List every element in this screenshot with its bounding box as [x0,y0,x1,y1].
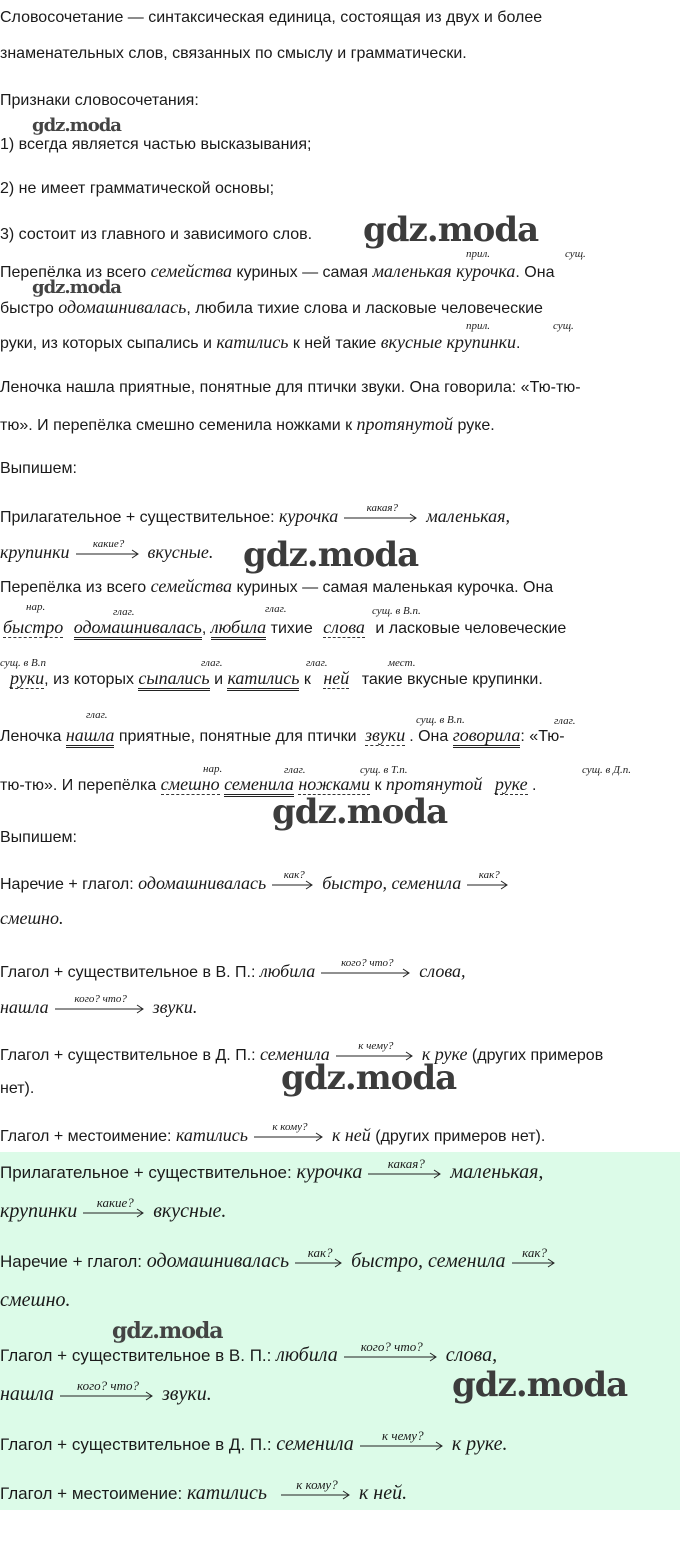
write1-label: Выпишем: [0,460,77,477]
text-fragment: тю». И перепёлка смешно семенила ножками к [0,417,357,434]
arrow-icon [321,956,413,980]
write2-row-2b [0,992,198,1020]
annotation-sushch-v: сущ. в В.п. [416,714,465,726]
arrow-icon [83,1194,147,1220]
word-semeystva: семейства [150,261,233,281]
text-fragment: и [209,671,228,688]
arrow-icon [295,1244,345,1270]
annotation-nar: нар. [26,601,46,613]
sign-item-2: 2) не имеет грамматической основы; [0,180,275,197]
question-label: к кому? [296,1476,338,1492]
question-label: к чему? [358,1039,394,1052]
answer-row-2b [0,1289,71,1312]
arrow-icon [76,537,142,561]
word-vkusnye: вкусные [380,332,443,352]
word-k-ney: к ней. [358,1482,408,1504]
write2-row-4 [0,1120,546,1148]
watermark: gdz.moda [32,277,121,298]
word-semenila: семенила [260,1044,330,1064]
question-label: как? [307,1244,333,1260]
write2-row-1 [0,868,517,896]
arrow-icon [360,1427,446,1453]
word-malenkaya: маленькая [372,261,452,281]
annotation-glag: глаг. [554,715,576,727]
word-kurochka: курочка [296,1161,363,1183]
arrow-icon [254,1120,326,1144]
word-protyanutoy: протянутой [385,774,483,794]
word-protyanutoy: протянутой [356,414,454,434]
annotation-sushch-d: сущ. в Д.п. [582,764,632,776]
write2-row-2 [0,956,466,984]
text-fragment: . Она [515,264,555,281]
row-label: Глагол + существительное в Д. П.: [0,1435,277,1454]
word-zvuki: звуки [364,725,406,745]
annotation-glag: глаг. [113,606,135,618]
text-fragment: . [527,777,537,794]
annotation-glag: глаг. [306,657,328,669]
annotation-sushch: сущ. [565,248,586,260]
annotation-sushch-v: сущ. в В.п [0,657,46,669]
word-katilis: катились [227,668,299,691]
text1-line-2 [0,296,543,320]
watermark: gdz.moda [32,115,121,136]
annotation-nar: нар. [203,763,223,775]
word-nashla: нашла [0,1383,54,1405]
text-fragment: приятные, понятные для птички [114,728,361,745]
word-katilis: катились [216,332,289,352]
question-label: к чему? [382,1427,424,1443]
arrow-icon [344,1338,440,1364]
row-label: Глагол + местоимение: [0,1128,176,1145]
arrow-icon [368,1155,444,1181]
question-label: какая? [387,1155,425,1171]
annotation-pril: прил. [466,248,491,260]
annotation-pril: прил. [466,320,491,332]
text2-line-1 [0,575,553,599]
word-malenkaya: маленькая, [426,506,511,526]
word-odomashnivalas: одомашнивалась [58,297,187,317]
annotation-glag: глаг. [201,657,223,669]
word-odomashnivalas: одомашнивалась [138,873,267,893]
word-vkusnye: вкусные. [153,1200,227,1222]
word-slova: слова, [445,1344,498,1366]
word-ruke: руке [494,774,528,794]
word-semenila: семенила [224,774,294,797]
text-fragment: тихие [266,620,318,637]
row-label: Глагол + существительное в В. П.: [0,964,260,981]
word-k-ney: к ней [331,1125,371,1145]
question-label: как? [283,868,305,881]
word-bystro-semenila: быстро, семенила [322,873,462,893]
arrow-icon [55,992,147,1016]
text-fragment: куриных — самая [232,264,373,281]
question-label: как? [522,1244,547,1260]
text2-line-3 [0,667,543,691]
word-slova: слова, [419,961,466,981]
write1-row-1 [0,501,511,529]
word-vkusnye: вкусные. [147,542,214,562]
question-label: к кому? [272,1120,308,1133]
word-bystro: быстро [3,617,64,637]
word-lyubila: любила [276,1344,338,1366]
word-nashla: нашла [66,725,115,748]
text-fragment: к [370,777,386,794]
text-fragment: (других примеров [467,1047,604,1064]
word-semeystva: семейства [150,576,233,596]
row-label: Наречие + глагол: [0,1252,147,1271]
write2-row-3b: нет). [0,1080,35,1097]
row-label: Прилагательное + существительное: [0,509,280,526]
word-semenila: семенила [276,1433,354,1455]
word-zvuki: звуки. [152,997,198,1017]
text2-line-5 [0,773,537,797]
word-k-ruke: к руке [421,1044,468,1064]
arrow-icon [344,501,420,525]
write2-row-1b [0,907,63,931]
word-krupinki: крупинки [446,332,517,352]
question-label: кого? что? [360,1338,423,1354]
text-fragment: руки, из которых сыпались и [0,335,217,352]
row-label: Глагол + существительное в Д. П.: [0,1047,261,1064]
text-fragment: к [299,671,316,688]
word-nozhkami: ножками [298,774,371,794]
answer-row-1 [0,1155,544,1184]
answer-row-5 [0,1476,408,1505]
question-label: какие? [92,537,125,550]
write2-label: Выпишем: [0,829,77,846]
text-fragment: руке. [453,417,495,434]
text1-line-3 [0,331,521,355]
word-malenkaya: маленькая, [450,1161,544,1183]
question-label: какие? [96,1194,134,1210]
word-sypalis: сыпались [138,668,209,691]
text2-line-4 [0,724,565,748]
word-krupinki: крупинки [0,1200,78,1222]
watermark: gdz.moda [281,1058,457,1098]
word-katilis: катились [186,1482,267,1504]
word-smeshno: смешно. [0,1289,71,1311]
annotation-sushch-v: сущ. в В.п. [372,605,421,617]
text-fragment: , [201,620,207,637]
text-fragment: куриных — самая маленькая курочка. Она [232,579,554,596]
answer-row-2 [0,1244,564,1273]
text-fragment: (других примеров нет). [370,1128,546,1145]
word-smeshno: смешно. [0,908,64,928]
row-label: Прилагательное + существительное: [0,1163,297,1182]
row-label: Наречие + глагол: [0,876,139,893]
watermark: gdz.moda [363,210,539,250]
text-fragment: Перепёлка из всего [0,264,151,281]
annotation-glag: глаг. [265,603,287,615]
word-lyubila: любила [211,617,266,640]
answer-row-3 [0,1338,498,1367]
text1-line-5 [0,413,495,437]
text-fragment: Перепёлка из всего [0,579,151,596]
word-zvuki: звуки. [161,1383,212,1405]
sign-item-3: 3) состоит из главного и зависимого слов. [0,226,313,243]
text1-line-4: Леночка нашла приятные, понятные для птички звуки. Она говорила: «Тю-тю- [0,379,581,396]
word-smeshno: смешно [160,774,220,794]
answer-row-4 [0,1427,508,1456]
text-fragment: : «Тю- [520,728,565,745]
watermark: gdz.moda [112,1318,223,1344]
word-nashla: нашла [0,997,49,1017]
signs-title: Признаки словосочетания: [0,92,199,109]
definition-line-2: знаменательных слов, связанных по смыслу и грамматически. [0,45,467,62]
annotation-glag: глаг. [86,709,108,721]
word-govorila: говорила [453,725,521,748]
row-label: Глагол + местоимение: [0,1484,187,1503]
word-kurochka: курочка [456,261,516,281]
text-fragment: и ласковые человеческие [370,620,567,637]
word-kurochka: курочка [279,506,339,526]
answer-row-1b [0,1194,227,1223]
annotation-sushch-t: сущ. в Т.п. [360,764,408,776]
word-lyubila: любила [259,961,316,981]
definition-line-1: Словосочетание — синтаксическая единица, состоящая из двух и более [0,9,543,26]
word-katilis: катились [175,1125,248,1145]
text-fragment: быстро [0,300,59,317]
watermark: gdz.moda [272,792,448,832]
text-fragment: , из которых [44,671,139,688]
text-fragment: , любила тихие слова и ласковые человеческие [186,300,543,317]
annotation-glag: глаг. [284,764,306,776]
row-label: Глагол + существительное в В. П.: [0,1346,277,1365]
question-label: кого? что? [76,1377,139,1393]
question-label: кого? что? [341,956,394,969]
arrow-icon [60,1377,156,1403]
question-label: как? [478,868,500,881]
text-fragment: . [516,335,521,352]
word-odomashnivalas: одомашнивалась [74,617,202,640]
word-k-ruke: к руке. [451,1433,508,1455]
arrow-icon [272,868,316,892]
text2-line-2 [0,616,566,640]
text-fragment: тю-тю». И перепёлка [0,777,161,794]
word-ney: ней [323,668,350,688]
text-fragment: к ней такие [288,335,381,352]
annotation-mest: мест. [388,657,416,669]
text-fragment: Леночка [0,728,66,745]
answer-row-3b [0,1377,212,1406]
word-slova: слова [323,617,365,637]
watermark: gdz.moda [243,535,419,575]
arrow-icon [281,1476,353,1502]
arrow-icon [467,868,511,892]
watermark: gdz.moda [452,1365,628,1405]
write1-row-2 [0,537,214,565]
arrow-icon [512,1244,558,1270]
question-label: кого? что? [74,992,127,1005]
text-fragment [482,777,486,794]
annotation-sushch: сущ. [553,320,574,332]
word-odomashnivalas: одомашнивалась [146,1250,290,1272]
word-ruki: руки [10,668,45,688]
text-fragment: такие вкусные крупинки. [357,671,543,688]
text-fragment: . Она [409,728,453,745]
question-label: какая? [366,501,398,514]
sign-item-1: 1) всегда является частью высказывания; [0,136,312,153]
word-bystro-semenila: быстро, семенила [351,1250,506,1272]
word-krupinki: крупинки [0,542,70,562]
